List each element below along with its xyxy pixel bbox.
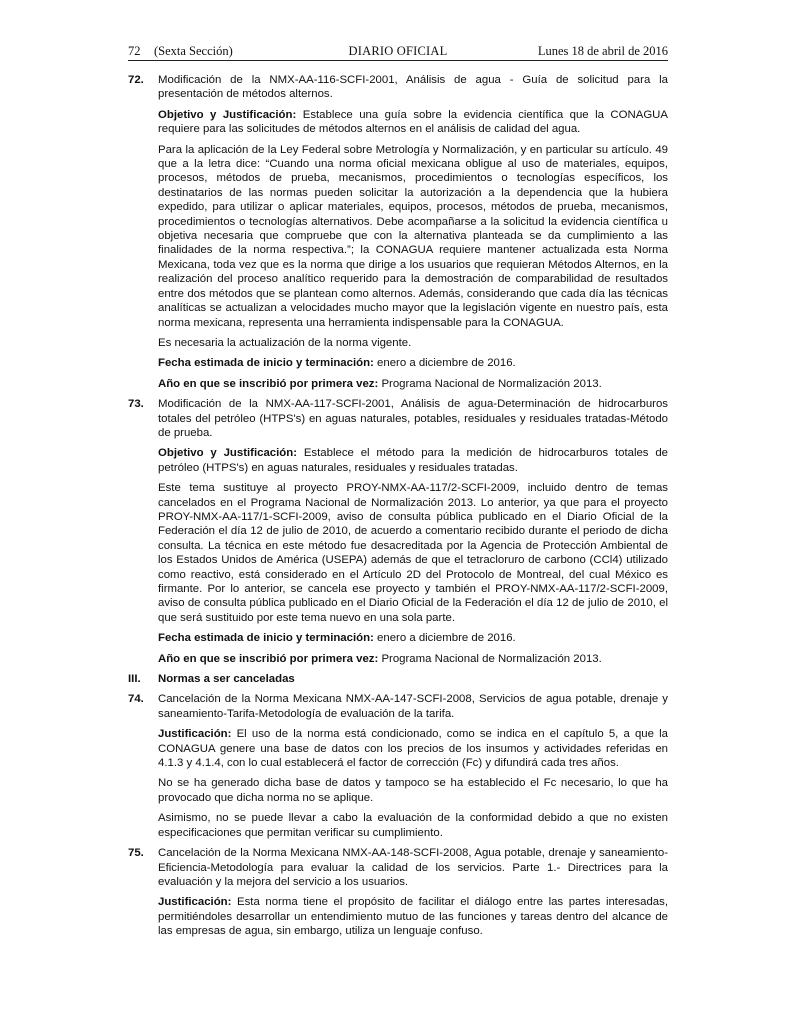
item-paragraph: Es necesaria la actualización de la norma vigente. [158, 336, 412, 349]
item-number: 75. [128, 847, 144, 860]
section-heading [128, 672, 668, 686]
section-number: III. [128, 673, 141, 686]
item-title: Modificación de la NMX-AA-116-SCFI-2001, Análisis de agua - Guía de solicitud para la presentación de métodos alternos. [158, 74, 668, 101]
header-date: Lunes 18 de abril de 2016 [537, 44, 668, 58]
year-label: Año en que se inscribió por primera vez: [158, 652, 379, 665]
item-74 [128, 692, 668, 840]
objective-label: Objetivo y Justificación: [158, 108, 297, 121]
item-paragraph: Asimismo, no se puede llevar a cabo la evaluación de la conformidad debido a que no existen especificaciones que permitan verificar su cumplimiento. [158, 812, 668, 839]
justification-label: Justificación: [158, 896, 232, 909]
item-title: Cancelación de la Norma Mexicana NMX-AA-147-SCFI-2008, Servicios de agua potable, drenaje y saneamiento-Tarifa-Metodología de evaluación de la tarifa. [158, 693, 668, 720]
item-title: Cancelación de la Norma Mexicana NMX-AA-148-SCFI-2008, Agua potable, drenaje y saneamiento-Eficiencia-Metodología para evaluar la calidad de los servicios. Parte 1.- Directrices para la evaluación y la mejora del servicio a los usuarios. [158, 847, 668, 888]
item-number: 72. [128, 74, 144, 86]
justification-text: Esta norma tiene el propósito de facilitar el diálogo entre las partes interesadas, permitiéndoles desarrollar un entendimiento mutuo de las funciones y tareas dentro del alcance de las empresas de agua, sin embargo, utiliza un lenguaje confuso. [158, 896, 668, 938]
date-label: Fecha estimada de inicio y terminación: [158, 632, 374, 645]
year-text: Programa Nacional de Normalización 2013. [378, 652, 602, 665]
justification-label: Justificación: [158, 728, 232, 741]
objective-text: Establece una guía sobre la evidencia científica que la CONAGUA requiere para las solicitudes de métodos alternos en el análisis de calidad del agua. [158, 108, 669, 136]
section-title: Normas a ser canceladas [158, 673, 295, 686]
item-year [158, 652, 668, 666]
item-date [158, 356, 668, 370]
item-objective [158, 108, 668, 137]
item-justification [158, 727, 668, 770]
date-text: enero a diciembre de 2016. [373, 632, 516, 645]
justification-text: El uso de la norma está condicionado, como se indica en el capítulo 5, a que la CONAGUA genere una base de datos con los precios de los insumos y actividades referidas en 4.1.3 y 4.1.4, con lo cual establecerá el factor de corrección (Fc) y difundirá cada tres años. [158, 728, 668, 770]
item-objective [158, 446, 668, 475]
document-body [128, 73, 668, 945]
item-75 [128, 846, 668, 938]
item-number: 73. [128, 398, 144, 411]
item-paragraph: Para la aplicación de la Ley Federal sobre Metrología y Normalización, y en particular su artículo. 49 que a la letra dice: “Cuando una norma oficial mexicana obligue al uso de materiales, equipos, procesos, métodos de prueba, mecanismos, procedimientos o tecnologías específicos, los destinatarios de las normas pueden solicitar la autorización a la dependencia que la hubiera expedido, para utilizar o aplicar materiales, equipos, procesos, métodos de prueba, mecanismos, procedimientos o tecnologías alternativos. Debe acompañarse a la solicitud la evidencia científica u objetiva necesaria que compruebe que con la alternativa planteada se da cumplimiento a las finalidades de la norma respectiva.”; la CONAGUA requiere mantener actualizada esta Norma Mexicana, toda vez que es la norma que dirige a los usuarios que requieran Métodos Alternos, en la realización del proceso analítico requerido para la demostración de comparabilidad de resultados entre dos métodos que se plantean como alternos. Además, considerando que cada día las técnicas analíticas se actualizan a velocidades mucho mayor que la legislación vigente en nuestro país, esta norma mexicana, representa una herramienta indispensable para la CONAGUA. [158, 143, 668, 329]
header-rule [128, 60, 668, 61]
header-page-number: 72 [128, 44, 141, 58]
header-title: DIARIO OFICIAL [348, 44, 448, 58]
objective-label: Objetivo y Justificación: [158, 447, 297, 460]
year-text: Programa Nacional de Normalización 2013. [378, 377, 602, 390]
date-text: enero a diciembre de 2016. [373, 357, 516, 370]
item-72 [128, 73, 668, 391]
item-paragraph: Este tema sustituye al proyecto PROY-NMX-AA-117/2-SCFI-2009, incluido dentro de temas cancelados en el Programa Nacional de Normalización 2013. Lo anterior, ya que para el proyecto PROY-NMX-AA-117/1-SCFI-2009, aviso de consulta pública publicado en el Diario Oficial de la Federación el día 12 de julio de 2010, de acuerdo a comentario recibido durante el periodo de dicha consulta. La técnica en este método fue desacreditada por la Agencia de Protección Ambiental de los Estados Unidos de América (USEPA) además de que el tetracloruro de carbono (CCl4) utilizado como reactivo, está considerado en el Artículo 2D del Protocolo de Montreal, del cual México es firmante. Por lo anterior, se cancela ese proyecto y también el PROY-NMX-AA-117/2-SCFI-2009, aviso de consulta pública publicado en el Diario Oficial de la Federación el día 12 de julio de 2010, el que será sustituido por este tema nuevo en una sola parte. [158, 482, 668, 624]
item-year [158, 377, 668, 391]
item-title: Modificación de la NMX-AA-117-SCFI-2001, Análisis de agua-Determinación de hidrocarburos totales del petróleo (HTPS's) en aguas naturales, potables, residuales y residuales tratadas-Método de prueba. [158, 398, 668, 439]
year-label: Año en que se inscribió por primera vez: [158, 377, 379, 390]
item-number: 74. [128, 693, 144, 706]
date-label: Fecha estimada de inicio y terminación: [158, 357, 374, 370]
page-header [128, 44, 668, 60]
header-section: (Sexta Sección) [154, 44, 233, 58]
item-date [158, 631, 668, 645]
objective-text: Establece el método para la medición de hidrocarburos totales de petróleo (HTPS's) en aguas naturales, residuales y residuales tratadas. [158, 447, 669, 474]
item-73 [128, 397, 668, 666]
item-justification [158, 895, 668, 938]
item-paragraph: No se ha generado dicha base de datos y tampoco se ha establecido el Fc necesario, lo que ha provocado que dicha norma no se aplique. [158, 777, 668, 804]
